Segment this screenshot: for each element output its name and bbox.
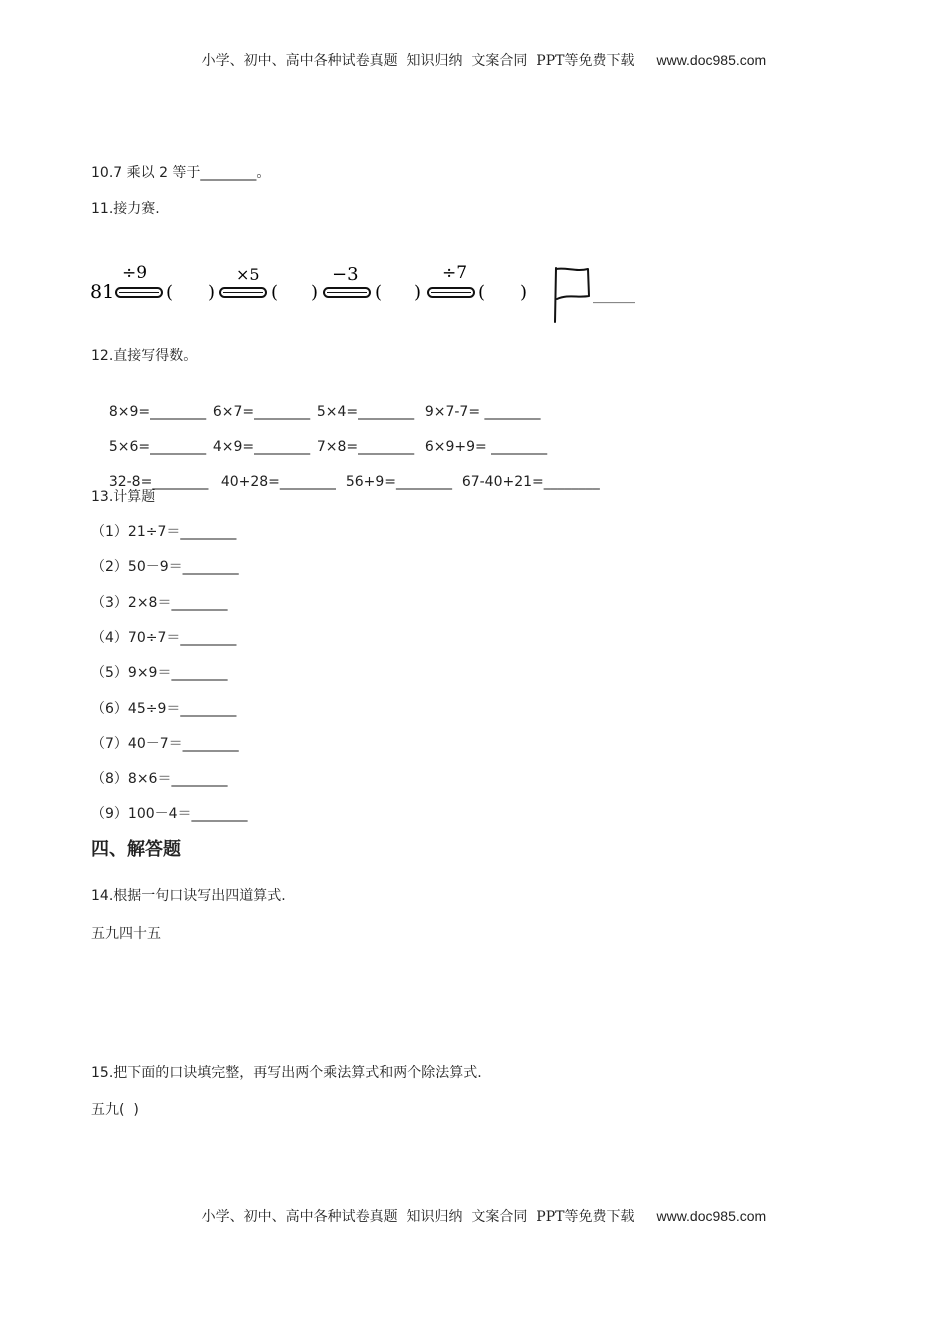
relay-baton-4	[428, 263, 474, 297]
q13-item: （9）100－4＝________	[91, 806, 248, 822]
q12-item: 6×7=________	[212, 404, 311, 420]
q13-item: （1）21÷7＝________	[91, 524, 237, 540]
relay-paren-close-1: )	[208, 282, 216, 303]
q12-item: 32-8=________	[108, 474, 209, 490]
question-11-title: 11.接力赛.	[91, 201, 160, 217]
relay-start-number: 81	[90, 281, 115, 303]
q12-item: 56+9=________	[345, 474, 452, 490]
relay-answer-blank: ______	[593, 288, 635, 304]
q12-item: 67-40+21=________	[461, 474, 600, 490]
q12-item: 8×9=________	[108, 404, 207, 420]
question-14-line: 五九四十五	[91, 926, 161, 942]
header-url[interactable]: www.doc985.com	[656, 52, 767, 68]
section-4-heading: 四、解答题	[91, 839, 181, 860]
finish-flag-icon	[555, 268, 589, 322]
footer-text: 小学、初中、高中各种试卷真题 知识归纳 文案合同 PPT等免费下载	[201, 1209, 635, 1225]
q13-item: （8）8×6＝________	[91, 771, 228, 787]
q12-item: 5×6=________	[108, 439, 207, 455]
question-15-title: 15.把下面的口诀填完整，再写出两个乘法算式和两个除法算式.	[91, 1065, 482, 1081]
question-15-line: 五九( )	[91, 1102, 139, 1118]
relay-race-diagram	[90, 260, 670, 330]
q13-item: （7）40－7＝________	[91, 736, 239, 752]
q12-item: 7×8=________	[316, 439, 415, 455]
relay-paren-close-2: )	[311, 282, 319, 303]
q12-item: 5×4=________	[316, 404, 415, 420]
q13-item: （4）70÷7＝________	[91, 630, 237, 646]
q12-item: 6×9+9= ________	[424, 439, 548, 455]
q13-item: （2）50－9＝________	[91, 559, 239, 575]
relay-paren-close-3: )	[414, 282, 422, 303]
q12-row-3	[91, 452, 600, 512]
relay-op-2: ×5	[236, 265, 260, 284]
question-13-title: 13.计算题	[91, 489, 156, 505]
footer-url[interactable]: www.doc985.com	[656, 1208, 767, 1224]
q13-item: （3）2×8＝________	[91, 595, 228, 611]
relay-paren-close-4: )	[520, 282, 528, 303]
q12-item: 9×7-7= ________	[424, 404, 541, 420]
relay-op-3: −3	[332, 264, 359, 285]
question-14-title: 14.根据一句口诀写出四道算式.	[91, 888, 286, 904]
relay-paren-open-3: (	[375, 282, 383, 303]
relay-baton-1	[116, 263, 162, 297]
relay-paren-open-2: (	[271, 282, 279, 303]
relay-paren-open-4: (	[478, 282, 486, 303]
relay-paren-open-1: (	[166, 282, 174, 303]
question-12-title: 12.直接写得数。	[91, 348, 198, 364]
q13-item: （6）45÷9＝________	[91, 701, 237, 717]
header-text: 小学、初中、高中各种试卷真题 知识归纳 文案合同 PPT等免费下载	[201, 53, 635, 69]
q12-item: 4×9=________	[212, 439, 311, 455]
page-footer	[0, 1190, 950, 1242]
relay-baton-2	[220, 265, 266, 297]
q13-item: （5）9×9＝________	[91, 665, 228, 681]
q12-item: 40+28=________	[220, 474, 336, 490]
relay-op-4: ÷7	[442, 263, 468, 283]
relay-op-1: ÷9	[122, 263, 148, 283]
page-header	[0, 34, 950, 86]
question-10: 10.7 乘以 2 等于________。	[91, 165, 271, 181]
relay-baton-3	[324, 264, 370, 297]
